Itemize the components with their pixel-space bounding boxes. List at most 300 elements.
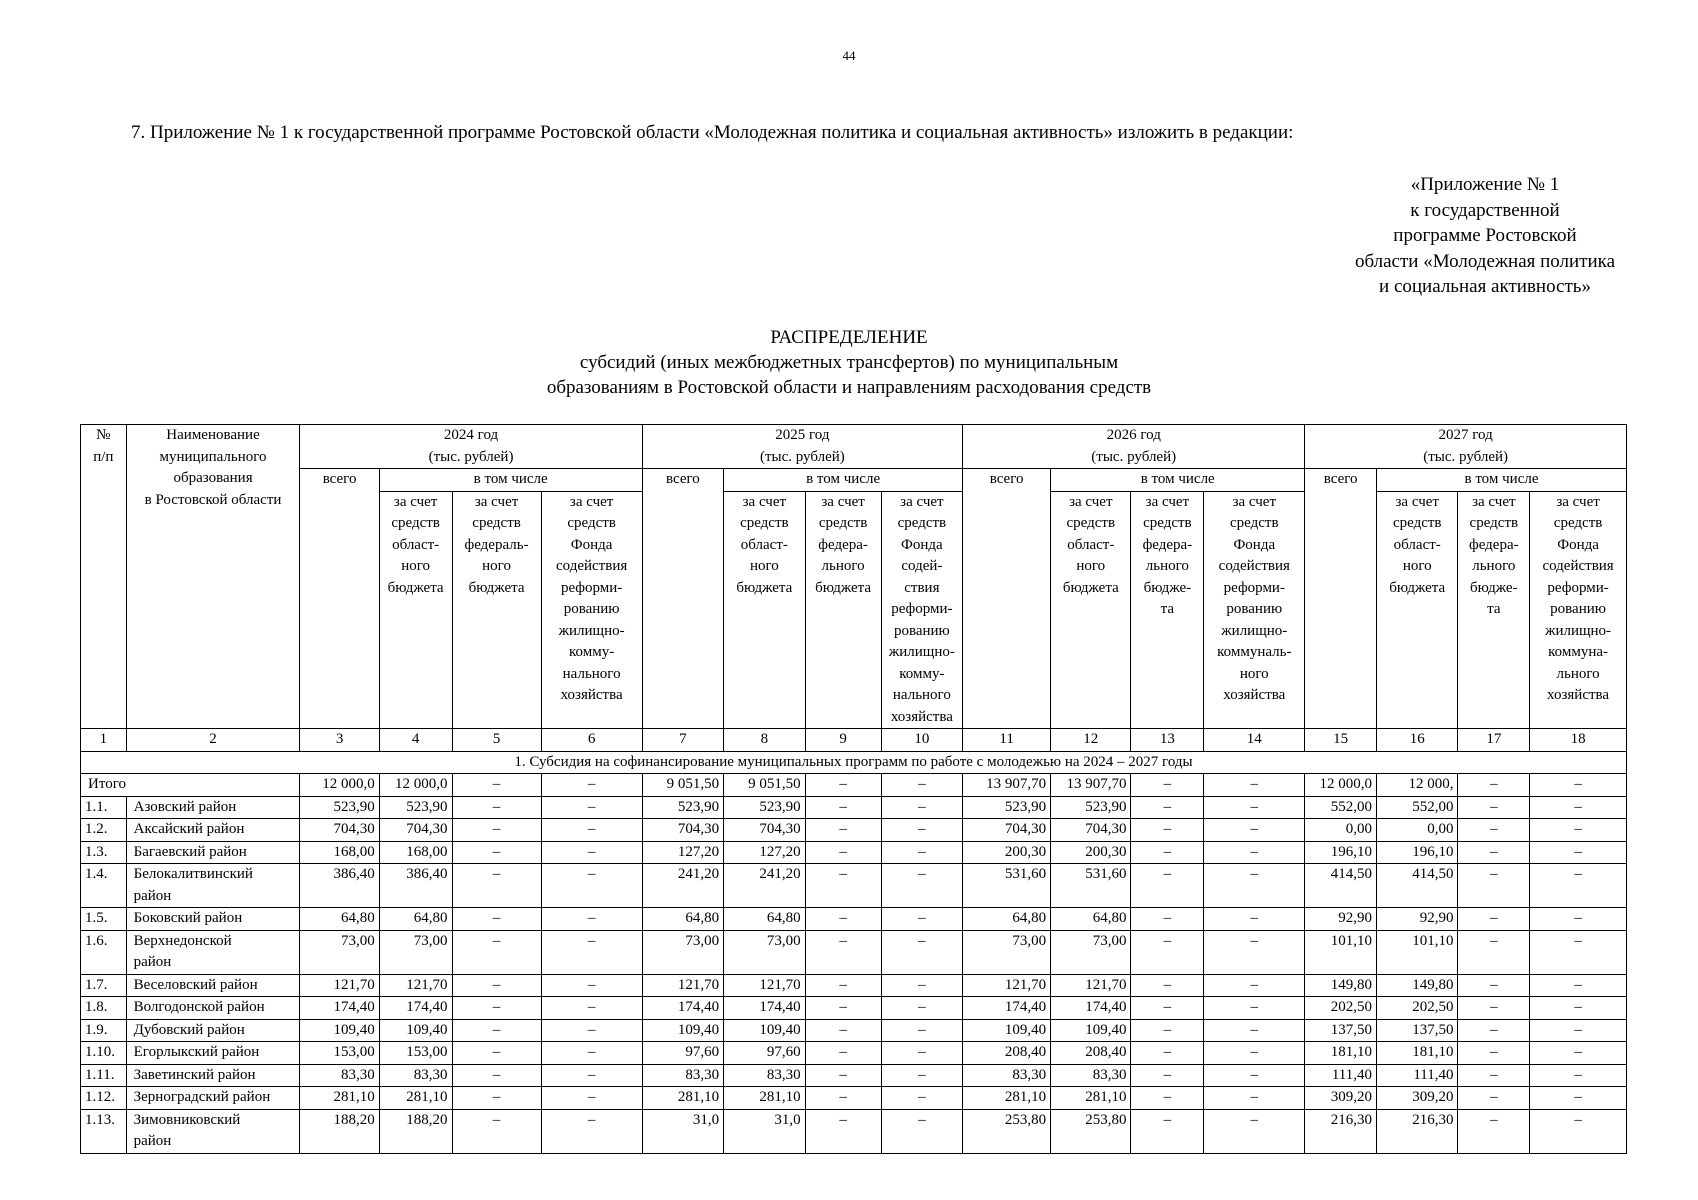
total-value: 12 000,0 [379,774,452,797]
appendix-caption [1320,172,1650,300]
value-cell: 241,20 [642,864,723,908]
header-total: всего [300,469,379,729]
value-cell: 64,80 [963,908,1051,931]
header-total: всего [1305,469,1377,729]
table-row [81,841,1627,864]
header-including: в том числе [1377,469,1627,492]
value-cell: – [452,1042,541,1065]
header-federal-budget: за счет средств федераль- ного бюджета [452,491,541,729]
total-value: – [541,774,642,797]
value-cell: 196,10 [1377,841,1458,864]
value-cell: 73,00 [300,930,379,974]
value-cell: – [881,819,962,842]
column-number: 9 [805,729,881,752]
value-cell: – [805,930,881,974]
column-number: 10 [881,729,962,752]
value-cell: 121,70 [724,974,805,997]
value-cell: 188,20 [379,1109,452,1153]
district-name: Зерноградский район [126,1087,300,1110]
appendix-line: к государственной [1410,199,1560,221]
value-cell: 202,50 [1377,997,1458,1020]
column-number: 5 [452,729,541,752]
value-cell: 137,50 [1305,1019,1377,1042]
value-cell: – [541,1109,642,1153]
row-number: 1.2. [81,819,127,842]
value-cell: – [881,974,962,997]
table-row [81,930,1627,974]
value-cell: – [452,1109,541,1153]
value-cell: – [1458,1042,1530,1065]
total-value: – [881,774,962,797]
value-cell: – [1204,819,1305,842]
value-cell: 216,30 [1377,1109,1458,1153]
value-cell: – [1530,997,1627,1020]
value-cell: 281,10 [963,1087,1051,1110]
appendix-line: области «Молодежная политика [1354,250,1616,272]
value-cell: 83,30 [379,1064,452,1087]
total-value: – [1131,774,1204,797]
value-cell: – [541,841,642,864]
value-cell: – [1131,908,1204,931]
value-cell: – [1458,796,1530,819]
value-cell: 97,60 [724,1042,805,1065]
district-name: Азовский район [126,796,300,819]
value-cell: 153,00 [379,1042,452,1065]
value-cell: – [1131,1019,1204,1042]
header-year: 2027 год (тыс. рублей) [1305,425,1627,469]
header-regional-budget: за счет средств област- ного бюджета [379,491,452,729]
row-number: 1.13. [81,1109,127,1153]
district-name: Заветинский район [126,1064,300,1087]
header-regional-budget: за счет средств област- ного бюджета [1051,491,1131,729]
header-year: 2025 год (тыс. рублей) [642,425,962,469]
district-name: Зимовниковский район [126,1109,300,1153]
table-row [81,1109,1627,1153]
value-cell: 216,30 [1305,1109,1377,1153]
appendix-line: и социальная активность» [1379,276,1591,297]
value-cell: 109,40 [724,1019,805,1042]
value-cell: 414,50 [1305,864,1377,908]
value-cell: 309,20 [1377,1087,1458,1110]
value-cell: – [1530,1087,1627,1110]
value-cell: – [1530,1019,1627,1042]
district-name: Дубовский район [126,1019,300,1042]
column-number: 7 [642,729,723,752]
value-cell: – [1458,819,1530,842]
value-cell: – [452,1064,541,1087]
value-cell: 174,40 [379,997,452,1020]
value-cell: – [1458,974,1530,997]
value-cell: 109,40 [963,1019,1051,1042]
value-cell: 83,30 [300,1064,379,1087]
value-cell: – [541,864,642,908]
header-housing-fund: за счет средств Фонда содей- ствия реформи- рованию жилищно- комму- нального хозяйства [881,491,962,729]
total-value: – [1204,774,1305,797]
value-cell: – [1458,997,1530,1020]
value-cell: – [1204,1109,1305,1153]
value-cell: – [1131,841,1204,864]
row-number: 1.7. [81,974,127,997]
table-row [81,1064,1627,1087]
column-number: 11 [963,729,1051,752]
value-cell: 64,80 [300,908,379,931]
value-cell: – [541,1064,642,1087]
total-value: 9 051,50 [724,774,805,797]
value-cell: 200,30 [1051,841,1131,864]
value-cell: – [452,1087,541,1110]
value-cell: – [1458,1064,1530,1087]
value-cell: 92,90 [1305,908,1377,931]
column-number: 8 [724,729,805,752]
header-regional-budget: за счет средств област- ного бюджета [724,491,805,729]
column-number: 2 [126,729,300,752]
value-cell: 531,60 [1051,864,1131,908]
value-cell: – [881,1087,962,1110]
value-cell: 83,30 [642,1064,723,1087]
header-including: в том числе [379,469,642,492]
value-cell: – [1131,1064,1204,1087]
value-cell: 168,00 [300,841,379,864]
column-number: 12 [1051,729,1131,752]
value-cell: 121,70 [642,974,723,997]
value-cell: – [452,841,541,864]
value-cell: – [1204,974,1305,997]
value-cell: – [805,974,881,997]
heading-subtitle: субсидий (иных межбюджетных трансфертов) по муниципальным [579,352,1119,373]
column-number: 17 [1458,729,1530,752]
value-cell: – [1458,1109,1530,1153]
value-cell: – [881,997,962,1020]
value-cell: – [1131,1109,1204,1153]
value-cell: 523,90 [379,796,452,819]
header-housing-fund: за счет средств Фонда содействия реформи- рованию жилищно- коммуна- льного хозяйства [1530,491,1627,729]
value-cell: – [1204,1087,1305,1110]
distribution-table [80,424,1627,1154]
value-cell: 704,30 [300,819,379,842]
header-housing-fund: за счет средств Фонда содействия реформи- рованию жилищно- комму- нального хозяйства [541,491,642,729]
table-header [81,425,1627,752]
total-value: 12 000,0 [1305,774,1377,797]
total-value: 13 907,70 [963,774,1051,797]
value-cell: 281,10 [1051,1087,1131,1110]
value-cell: – [1530,908,1627,931]
header-name: Наименование муниципального образования в Ростовской области [126,425,300,729]
value-cell: 31,0 [724,1109,805,1153]
value-cell: 181,10 [1305,1042,1377,1065]
district-name: Багаевский район [126,841,300,864]
value-cell: – [452,930,541,974]
value-cell: 523,90 [1051,796,1131,819]
value-cell: 704,30 [642,819,723,842]
value-cell: – [1458,930,1530,974]
value-cell: 386,40 [379,864,452,908]
value-cell: – [881,864,962,908]
value-cell: – [452,908,541,931]
value-cell: 109,40 [642,1019,723,1042]
district-name: Боковский район [126,908,300,931]
table-row [81,997,1627,1020]
row-number: 1.4. [81,864,127,908]
table-row [81,908,1627,931]
value-cell: – [541,997,642,1020]
value-cell: 64,80 [642,908,723,931]
value-cell: – [1131,930,1204,974]
value-cell: 121,70 [300,974,379,997]
value-cell: – [541,1042,642,1065]
value-cell: 0,00 [1305,819,1377,842]
table-row [81,1087,1627,1110]
header-including: в том числе [1051,469,1305,492]
value-cell: 73,00 [379,930,452,974]
total-value: 12 000, [1377,774,1458,797]
value-cell: 704,30 [379,819,452,842]
total-value: – [805,774,881,797]
appendix-line: программе Ростовской [1393,225,1577,246]
value-cell: – [541,1087,642,1110]
value-cell: – [452,796,541,819]
value-cell: – [452,864,541,908]
value-cell: 121,70 [1051,974,1131,997]
row-number: 1.12. [81,1087,127,1110]
value-cell: – [881,930,962,974]
page-number: 44 [842,48,856,63]
header-total: всего [963,469,1051,729]
appendix-line: «Приложение № 1 [1410,174,1560,195]
header-including: в том числе [724,469,963,492]
section-row [81,751,1627,774]
value-cell: – [805,841,881,864]
value-cell: 196,10 [1305,841,1377,864]
value-cell: 137,50 [1377,1019,1458,1042]
value-cell: – [1530,974,1627,997]
header-housing-fund: за счет средств Фонда содействия реформи- рованию жилищно- коммуналь- ного хозяйства [1204,491,1305,729]
column-number: 16 [1377,729,1458,752]
value-cell: – [1458,908,1530,931]
value-cell: 202,50 [1305,997,1377,1020]
value-cell: 64,80 [1051,908,1131,931]
value-cell: 386,40 [300,864,379,908]
value-cell: 281,10 [300,1087,379,1110]
value-cell: – [541,796,642,819]
value-cell: 109,40 [300,1019,379,1042]
table-row [81,974,1627,997]
value-cell: – [1131,1042,1204,1065]
header-federal-budget: за счет средств федера- льного бюдже- та [1131,491,1204,729]
column-number: 13 [1131,729,1204,752]
value-cell: – [541,930,642,974]
header-num: № п/п [81,425,127,729]
row-number: 1.5. [81,908,127,931]
value-cell: – [1204,1042,1305,1065]
value-cell: 149,80 [1305,974,1377,997]
heading-subtitle: образованиям в Ростовской области и направлениям расходования средств [546,377,1152,398]
value-cell: 253,80 [1051,1109,1131,1153]
value-cell: 704,30 [724,819,805,842]
value-cell: – [805,796,881,819]
value-cell: 523,90 [724,796,805,819]
value-cell: 109,40 [379,1019,452,1042]
value-cell: 101,10 [1305,930,1377,974]
value-cell: – [805,1109,881,1153]
value-cell: – [805,864,881,908]
value-cell: – [1530,1042,1627,1065]
header-row [81,469,1627,492]
value-cell: 414,50 [1377,864,1458,908]
row-number: 1.6. [81,930,127,974]
district-name: Верхнедонской район [126,930,300,974]
district-name: Веселовский район [126,974,300,997]
value-cell: 309,20 [1305,1087,1377,1110]
total-label: Итого [81,774,300,797]
value-cell: – [1530,796,1627,819]
value-cell: – [1530,1064,1627,1087]
total-row [81,774,1627,797]
value-cell: – [1458,1019,1530,1042]
value-cell: 552,00 [1305,796,1377,819]
column-number: 4 [379,729,452,752]
table-row [81,1019,1627,1042]
value-cell: – [1204,841,1305,864]
value-cell: 281,10 [379,1087,452,1110]
value-cell: – [1204,997,1305,1020]
value-cell: – [805,1042,881,1065]
value-cell: – [881,1109,962,1153]
value-cell: – [1204,1064,1305,1087]
column-number: 1 [81,729,127,752]
value-cell: – [1530,930,1627,974]
value-cell: 121,70 [963,974,1051,997]
value-cell: 127,20 [724,841,805,864]
value-cell: 208,40 [963,1042,1051,1065]
value-cell: – [881,908,962,931]
row-number: 1.9. [81,1019,127,1042]
value-cell: 174,40 [1051,997,1131,1020]
district-name: Белокалитвинский район [126,864,300,908]
header-regional-budget: за счет средств област- ного бюджета [1377,491,1458,729]
value-cell: 174,40 [963,997,1051,1020]
value-cell: – [541,819,642,842]
document-heading [0,325,1698,400]
value-cell: – [1131,1087,1204,1110]
column-number: 3 [300,729,379,752]
total-value: – [1530,774,1627,797]
row-number: 1.8. [81,997,127,1020]
value-cell: – [881,1019,962,1042]
value-cell: – [1458,1087,1530,1110]
total-value: 12 000,0 [300,774,379,797]
section-title: 1. Субсидия на софинансирование муниципальных программ по работе с молодежью на 2024 – 2027 годы [81,751,1627,774]
header-federal-budget: за счет средств федера- льного бюдже- та [1458,491,1530,729]
value-cell: – [1204,796,1305,819]
value-cell: 83,30 [1051,1064,1131,1087]
value-cell: 31,0 [642,1109,723,1153]
value-cell: – [452,1019,541,1042]
value-cell: – [1458,841,1530,864]
value-cell: 73,00 [724,930,805,974]
value-cell: 281,10 [724,1087,805,1110]
value-cell: – [805,1064,881,1087]
total-value: – [452,774,541,797]
table-row [81,819,1627,842]
value-cell: 64,80 [724,908,805,931]
value-cell: – [881,841,962,864]
row-number: 1.11. [81,1064,127,1087]
value-cell: – [452,997,541,1020]
value-cell: 109,40 [1051,1019,1131,1042]
value-cell: – [1131,864,1204,908]
value-cell: – [1204,908,1305,931]
table-row [81,796,1627,819]
value-cell: – [1131,796,1204,819]
value-cell: 153,00 [300,1042,379,1065]
value-cell: 181,10 [1377,1042,1458,1065]
value-cell: – [1530,864,1627,908]
value-cell: 92,90 [1377,908,1458,931]
value-cell: – [1530,819,1627,842]
value-cell: – [452,974,541,997]
district-name: Егорлыкский район [126,1042,300,1065]
value-cell: – [881,1064,962,1087]
table-body [81,751,1627,1153]
header-federal-budget: за счет средств федера- льного бюджета [805,491,881,729]
value-cell: 174,40 [724,997,805,1020]
value-cell: 168,00 [379,841,452,864]
value-cell: – [1131,974,1204,997]
value-cell: 281,10 [642,1087,723,1110]
table-row [81,1042,1627,1065]
value-cell: – [1458,864,1530,908]
value-cell: 111,40 [1377,1064,1458,1087]
value-cell: – [1530,841,1627,864]
value-cell: – [805,1087,881,1110]
column-number: 18 [1530,729,1627,752]
value-cell: 174,40 [300,997,379,1020]
value-cell: – [541,974,642,997]
value-cell: 73,00 [963,930,1051,974]
header-total: всего [642,469,723,729]
value-cell: 704,30 [963,819,1051,842]
value-cell: – [452,819,541,842]
value-cell: 0,00 [1377,819,1458,842]
row-number: 1.3. [81,841,127,864]
value-cell: – [1204,1019,1305,1042]
column-number: 14 [1204,729,1305,752]
value-cell: – [805,997,881,1020]
value-cell: 523,90 [963,796,1051,819]
value-cell: – [1530,1109,1627,1153]
value-cell: 149,80 [1377,974,1458,997]
value-cell: 188,20 [300,1109,379,1153]
value-cell: 111,40 [1305,1064,1377,1087]
value-cell: 523,90 [300,796,379,819]
value-cell: 253,80 [963,1109,1051,1153]
value-cell: – [1204,864,1305,908]
value-cell: 73,00 [642,930,723,974]
value-cell: 208,40 [1051,1042,1131,1065]
value-cell: – [805,908,881,931]
total-value: 9 051,50 [642,774,723,797]
value-cell: 704,30 [1051,819,1131,842]
column-number: 6 [541,729,642,752]
value-cell: 241,20 [724,864,805,908]
value-cell: 552,00 [1377,796,1458,819]
district-name: Волгодонской район [126,997,300,1020]
value-cell: – [1131,819,1204,842]
heading-title: РАСПРЕДЕЛЕНИЕ [770,327,928,348]
value-cell: 101,10 [1377,930,1458,974]
value-cell: – [881,796,962,819]
value-cell: 64,80 [379,908,452,931]
